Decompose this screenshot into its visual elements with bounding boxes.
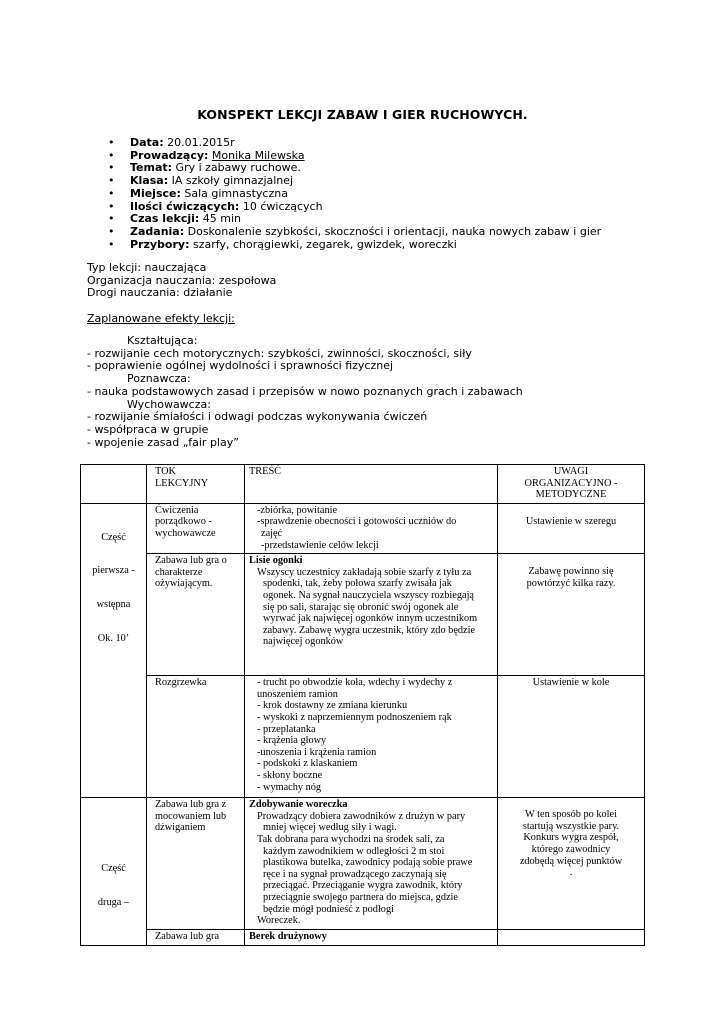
- effect-item: - nauka podstawowych zasad i przepisów w nowo poznanych grach i zabawach: [87, 384, 523, 398]
- lesson-plan-table: [80, 464, 645, 946]
- header-tok: TOK LEKCYJNY: [147, 465, 245, 504]
- table-row: [81, 676, 645, 798]
- effects-heading: Zaplanowane efekty lekcji:: [87, 312, 235, 325]
- header-uwagi: UWAGI ORGANIZACYJNO - METODYCZNE: [498, 465, 645, 504]
- info-item-duration: • Czas lekcji: 45 min: [108, 213, 601, 226]
- effect-item: - wpojenie zasad „fair play”: [87, 435, 239, 449]
- info-item-teacher: • Prowadzący: Monika Milewska: [108, 150, 601, 163]
- tok-cell: Zabawa lub gra: [147, 930, 245, 946]
- effects-section: [87, 335, 523, 449]
- tresc-cell: Zdobywanie woreczka Prowadzący dobiera zawodników z drużyn w pary mniej więcej według siły i wagi. Tak dobrana para wychodzi na środek sali, za każdym zawodnikiem w odległości 2 m stoi plastikowa butelka, zawodnicy podają sobie prawe ręce i na sygnał prowadzącego zaczynają się przeciągać. Przeciąganie wygra zawodnik, który przeciągnie swojego partnera do miejsca, gdzie będzie mógł podnieść z podłogi Woreczek.: [245, 798, 498, 930]
- effect-item: - poprawienie ogólnej wydolności i sprawności fizycznej: [87, 359, 394, 373]
- table-row: [81, 798, 645, 930]
- teaching-organization: Organizacja nauczania: zespołowa: [87, 273, 277, 287]
- lesson-info-list: [108, 137, 601, 251]
- effects-ksztaltujaca-heading: Kształtująca:: [127, 334, 198, 347]
- uwagi-cell: Ustawienie w szeregu: [498, 503, 645, 553]
- game-title: Lisie ogonki: [249, 555, 303, 567]
- tok-cell: Zabawa lub gra z mocowaniem lub dźwiganiem: [147, 798, 245, 930]
- info-item-place: • Miejsce: Sala gimnastyczna: [108, 188, 601, 201]
- header-tresc: TREŚĆ: [245, 465, 498, 504]
- lesson-meta: [87, 262, 276, 300]
- part-two-label: Część druga –: [81, 798, 147, 946]
- game-title: Berek drużynowy: [249, 931, 327, 943]
- info-item-date: • Data: 20.01.2015r: [108, 137, 601, 150]
- effects-wychowawcza-heading: Wychowawcza:: [127, 397, 211, 411]
- uwagi-cell: W ten sposób po kolei startują wszystkie pary. Konkurs wygra zespół, którego zawodnicy zdobędą więcej punktów .: [498, 798, 645, 930]
- tresc-cell: -zbiórka, powitanie -sprawdzenie obecności i gotowości uczniów do zajęć -przedstawienie celów lekcji: [245, 503, 498, 553]
- table-row: [81, 554, 645, 676]
- tresc-cell: - trucht po obwodzie koła, wdechy i wydechy z unoszeniem ramion - krok dostawny ze zmiana kierunku - wyskoki z naprzemiennym podnoszeniem rąk - przeplatanka - krążenia głowy -unoszenia i krążenia ramion - podskoki z klaskaniem - skłony boczne - wymachy nóg: [245, 676, 498, 798]
- effects-poznawcza-heading: Poznawcza:: [127, 372, 191, 386]
- info-item-equipment: • Przybory: szarfy, chorągiewki, zegarek, gwizdek, woreczki: [108, 239, 601, 252]
- effect-item: - współpraca w grupie: [87, 422, 209, 436]
- game-title: Zdobywanie woreczka: [249, 799, 348, 811]
- effect-item: - rozwijanie cech motorycznych: szybkości, zwinności, skoczności, siły: [87, 346, 472, 360]
- uwagi-cell: [498, 930, 645, 946]
- uwagi-cell: Zabawę powinno się powtórzyć kilka razy.: [498, 554, 645, 676]
- info-item-class: • Klasa: IA szkoły gimnazjalnej: [108, 175, 601, 188]
- tresc-cell: [245, 930, 498, 946]
- effect-item: - rozwijanie śmiałości i odwagi podczas wykonywania ćwiczeń: [87, 410, 428, 424]
- header-empty-cell: [81, 465, 147, 504]
- table-header-row: [81, 465, 645, 504]
- uwagi-cell: Ustawienie w kole: [498, 676, 645, 798]
- table-row: [81, 503, 645, 553]
- info-item-topic: • Temat: Gry i zabawy ruchowe.: [108, 162, 601, 175]
- lesson-type: Typ lekcji: nauczająca: [87, 261, 207, 274]
- tok-cell: Zabawa lub gra o charakterze ożywiającym.: [147, 554, 245, 676]
- document-title: KONSPEKT LEKCJI ZABAW I GIER RUCHOWYCH.: [197, 107, 528, 122]
- tresc-cell: Lisie ogonki Wszyscy uczestnicy zakładają sobie szarfy z tyłu za spodenki, tak, żeby połowa szarfy zwisała jak ogonek. Na sygnał nauczyciela wszyscy rozbiegają się po sali, starając się obronić swój ogonek ale wyrwać jak najwięcej ogonków innym uczestnikom zabawy. Zabawę wygra uczestnik, który zdo będzie najwięcej ogonków: [245, 554, 498, 676]
- teaching-methods: Drogi nauczania: działanie: [87, 286, 233, 300]
- part-one-label: Część pierwsza - wstępna Ok. 10’: [81, 503, 147, 797]
- info-item-participants: • Ilości ćwiczących: 10 ćwiczących: [108, 201, 601, 214]
- tok-cell: Rozgrzewka: [147, 676, 245, 798]
- table-row: [81, 930, 645, 946]
- info-item-tasks: • Zadania: Doskonalenie szybkości, skoczności i orientacji, nauka nowych zabaw i gier: [108, 226, 601, 239]
- tok-cell: Ćwiczenia porządkowo - wychowawcze: [147, 503, 245, 553]
